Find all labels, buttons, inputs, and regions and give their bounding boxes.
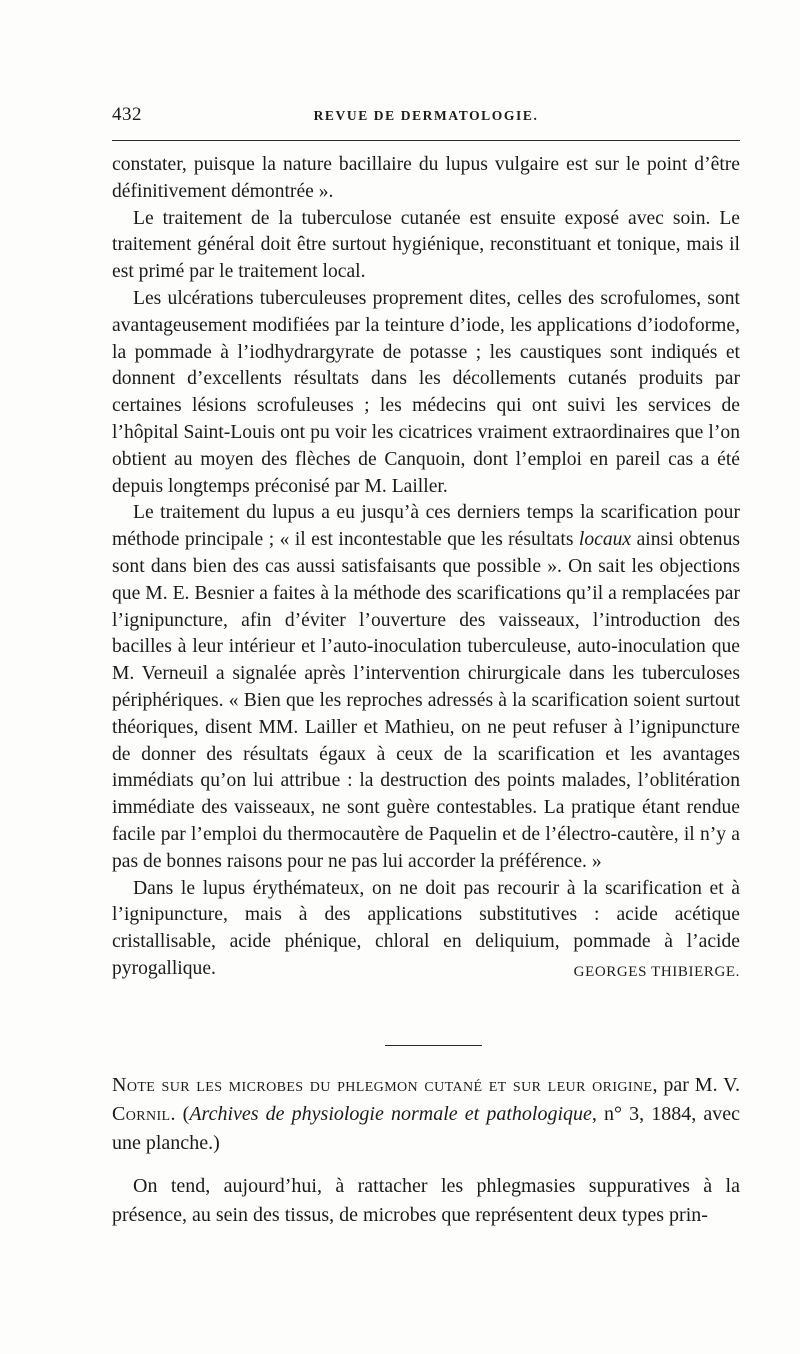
note-body: On tend, aujourd’hui, à rattacher les phlegmasies suppuratives à la présence, au sein des tissus, de microbes que représentent deux types prin-: [112, 1175, 740, 1226]
paragraph-ulcerations: Les ulcérations tuberculeuses proprement dites, celles des scrofulomes, sont avantageusement modifiées par la teinture d’iode, les applications d’iodoforme, la pommade à l’iodhydrargyrate de potasse ; les caustiques sont indiqués et donnent d’excellents résultats dans les décollements cutanés produits par certaines lésions scrofuleuses ; les médecins qui ont suivi les services de l’hôpital Saint-Louis ont pu voir les cicatrices vraiment extraordinaires que l’on obtient au moyen des flèches de Canquoin, dont l’emploi en pareil cas a été depuis longtemps préconisé par M. Lailler.: [112, 287, 740, 497]
running-head: [112, 104, 740, 128]
section-divider: [385, 1045, 482, 1046]
note-source-rest: , n° 3, 1884, avec une planche.): [112, 1103, 740, 1154]
header-rule: [112, 140, 740, 141]
note-title: Note sur les microbes du phlegmon cutané et sur leur origine: [112, 1074, 653, 1096]
paragraph-continuation: constater, puisque la nature bacillaire du lupus vulgaire est sur le point d’être définitivement démontrée ».: [112, 154, 740, 202]
note-open-paren: . (: [170, 1103, 190, 1125]
note-section: [112, 1071, 740, 1230]
paragraph-treatment-general: Le traitement de la tuberculose cutanée est ensuite exposé avec soin. Le traitement général doit être surtout hygiénique, reconstituant et tonique, mais il est primé par le traitement local.: [112, 207, 740, 283]
author-signature: GEORGES THIBIERGE.: [573, 963, 740, 980]
page-number: 432: [112, 104, 142, 125]
italic-locaux: locaux: [578, 529, 632, 551]
note-heading: [112, 1071, 740, 1158]
note-author: Cornil: [112, 1103, 171, 1125]
paragraph-lupus-erythemateux: [112, 876, 740, 983]
article-body: [112, 152, 740, 986]
note-by: , par M. V.: [652, 1074, 740, 1096]
paragraph-lupus-scarification: [112, 500, 740, 875]
journal-title: REVUE DE DERMATOLOGIE.: [313, 108, 539, 123]
paragraph-text: Dans le lupus érythémateux, on ne doit pas recourir à la scarification et à l’ignipuncture, mais à des applications substitutives : acide acétique cristallisable, acide phénique, chloral en deliquium, pommade à l’acide pyrogallique.: [112, 877, 740, 979]
paragraph-text-after: ainsi obtenus sont dans bien des cas aussi satisfaisants que possible ». On sait les objections que M. E. Besnier a faites à la méthode des scarifications qu’il a remplacées par l’ignipuncture, afin d’éviter l’ouverture des vaisseaux, l’introduction des bacilles à leur intérieur et l’auto-inoculation tuberculeuse, auto-inoculation que M. Verneuil a signalée après l’intervention chirurgicale dans les tuberculoses périphériques. « Bien que les reproches adressés à la scarification soient surtout théoriques, disent MM. Lailler et Mathieu, on ne peut refuser à l’ignipuncture de donner des résultats égaux à ceux de la scarification et les avantages immédiats qu’on lui attribue : la destruction des points malades, l’oblitération immédiate des vaisseaux, ne sont guère contestables. La pratique étant rendue facile par l’emploi du thermocautère de Paquelin et de l’électro-cautère, il n’y a pas de bonnes raisons pour ne pas lui accorder la préférence. »: [112, 529, 740, 872]
paragraph-text-before: Le traitement du lupus a eu jusqu’à ces derniers temps la scarification pour méthode principale ; « il est incontestable que les résultats: [112, 502, 740, 551]
note-source: Archives de physiologie normale et pathologique: [189, 1103, 592, 1125]
